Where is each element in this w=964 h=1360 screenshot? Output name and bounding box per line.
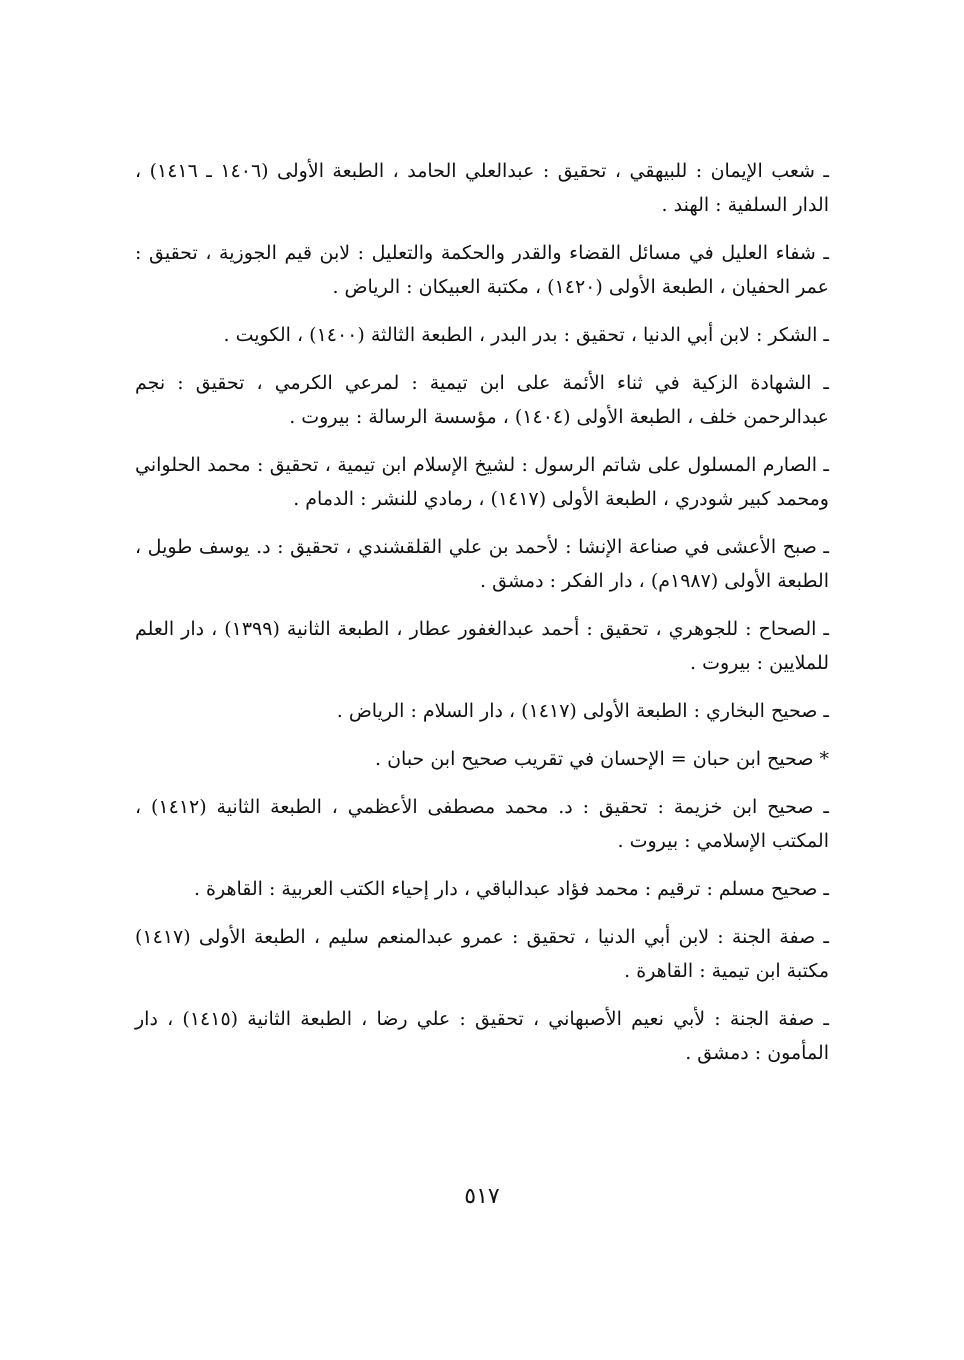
bibliography-entry: ـ صحيح البخاري : الطبعة الأولى (١٤١٧) ، دار السلام : الرياض . — [336, 700, 829, 722]
bibliography-entry: ـ الصارم المسلول على شاتم الرسول : لشيخ الإسلام ابن تيمية ، تحقيق : محمد الحلواني ومحمد كبير شودري ، الطبعة الأولى (١٤١٧) ، رمادي للنشر : الدمام . — [135, 454, 829, 510]
bibliography-entry: ـ صحيح مسلم : ترقيم : محمد فؤاد عبدالباقي ، دار إحياء الكتب العربية : القاهرة . — [193, 878, 829, 900]
cross-reference-entry: * صحيح ابن حبان = الإحسان في تقريب صحيح ابن حبان . — [375, 748, 829, 770]
bibliography-entry: ـ الصحاح : للجوهري ، تحقيق : أحمد عبدالغفور عطار ، الطبعة الثانية (١٣٩٩) ، دار العلم للملايين : بيروت . — [135, 618, 829, 674]
bibliography-entry: ـ الشكر : لابن أبي الدنيا ، تحقيق : بدر البدر ، الطبعة الثالثة (١٤٠٠) ، الكويت . — [223, 324, 829, 346]
bibliography-entry: ـ الشهادة الزكية في ثناء الأئمة على ابن تيمية : لمرعي الكرمي ، تحقيق : نجم عبدالرحمن خلف ، الطبعة الأولى (١٤٠٤) ، مؤسسة الرسالة : بيروت . — [135, 372, 829, 428]
bibliography-entry: ـ شعب الإيمان : للبيهقي ، تحقيق : عبدالعلي الحامد ، الطبعة الأولى (١٤٠٦ ـ ١٤١٦) ، الدار السلفية : الهند . — [135, 160, 829, 216]
bibliography-entry: ـ صفة الجنة : لأبي نعيم الأصبهاني ، تحقيق : علي رضا ، الطبعة الثانية (١٤١٥) ، دار المأمون : دمشق . — [135, 1008, 829, 1064]
bibliography-entry: ـ صبح الأعشى في صناعة الإنشا : لأحمد بن علي القلقشندي ، تحقيق : د. يوسف طويل ، الطبعة الأولى (١٩٨٧م) ، دار الفكر : دمشق . — [135, 536, 829, 592]
bibliography-entry: ـ صفة الجنة : لابن أبي الدنيا ، تحقيق : عمرو عبدالمنعم سليم ، الطبعة الأولى (١٤١٧) مكتبة ابن تيمية : القاهرة . — [135, 926, 829, 982]
page-number: ٥١٧ — [464, 1184, 500, 1209]
bibliography-list — [135, 154, 829, 1084]
bibliography-entry: ـ صحيح ابن خزيمة : تحقيق : د. محمد مصطفى الأعظمي ، الطبعة الثانية (١٤١٢) ، المكتب الإسلامي : بيروت . — [135, 796, 829, 852]
bibliography-entry: ـ شفاء العليل في مسائل القضاء والقدر والحكمة والتعليل : لابن قيم الجوزية ، تحقيق : عمر الحفيان ، الطبعة الأولى (١٤٢٠) ، مكتبة العبيكان : الرياض . — [135, 242, 829, 298]
